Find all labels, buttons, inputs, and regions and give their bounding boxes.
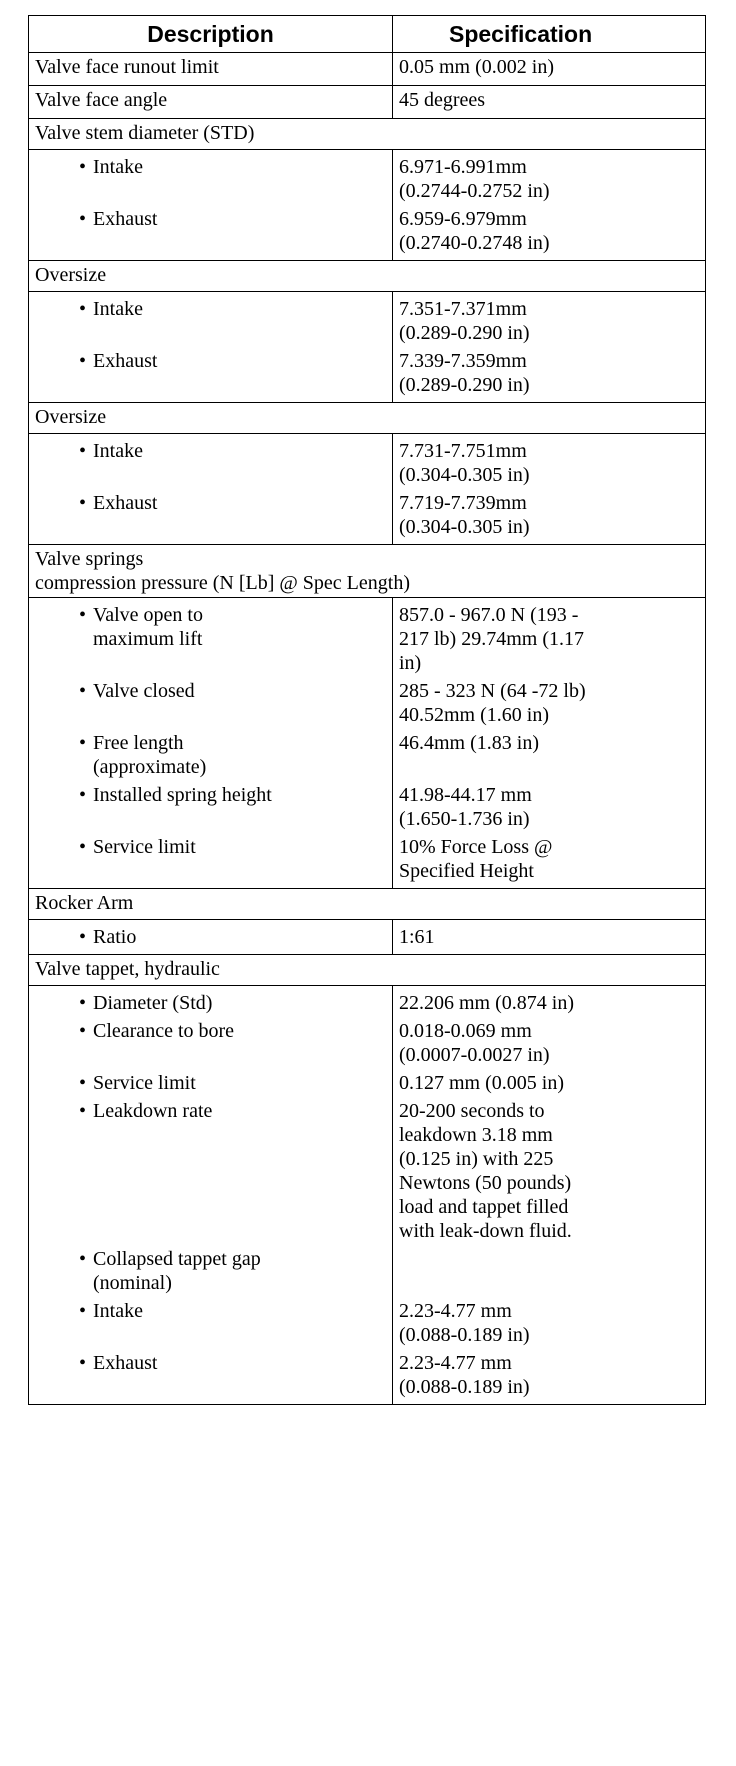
item-label-cont: (nominal): [93, 1272, 172, 1294]
item-value: 6.959-6.979mm: [399, 208, 527, 230]
item-value: 7.731-7.751mm: [399, 440, 527, 462]
item-value: 6.971-6.991mm: [399, 156, 527, 178]
table-row: [29, 1349, 706, 1405]
table-row: [29, 347, 706, 403]
item-label: • Diameter (Std): [79, 991, 384, 1015]
table-row: [29, 920, 706, 955]
section-title: Valve stem diameter (STD): [29, 119, 706, 150]
table-row: [29, 434, 706, 490]
table-row: [29, 292, 706, 348]
item-label: • Intake: [79, 297, 384, 321]
section-header: [29, 545, 706, 598]
spec-table: [28, 15, 706, 1405]
item-label: • Exhaust: [79, 349, 384, 373]
item-value: 857.0 - 967.0 N (193 -: [399, 604, 579, 626]
item-value: (0.088-0.189 in): [399, 1376, 530, 1398]
item-value: 41.98-44.17 mm: [399, 784, 532, 806]
section-title: Oversize: [29, 261, 706, 292]
section-header: [29, 119, 706, 150]
item-value: 285 - 323 N (64 -72 lb): [399, 680, 586, 702]
row-label: Valve face runout limit: [29, 53, 393, 86]
item-label-cont: maximum lift: [93, 628, 203, 650]
item-label-cont: (approximate): [93, 756, 207, 778]
table-row: [29, 1097, 706, 1245]
item-value: 7.351-7.371mm: [399, 298, 527, 320]
section-subtitle: compression pressure (N [Lb] @ Spec Length): [35, 572, 410, 594]
item-value: 0.127 mm (0.005 in): [399, 1072, 564, 1094]
item-label: • Ratio: [79, 925, 384, 949]
item-value: 10% Force Loss @: [399, 836, 553, 858]
row-label: Valve face angle: [29, 86, 393, 119]
section-title: Oversize: [29, 403, 706, 434]
item-value: (0.289-0.290 in): [399, 374, 530, 396]
table-header-row: [29, 16, 706, 53]
item-value: 7.719-7.739mm: [399, 492, 527, 514]
item-label: • Exhaust: [79, 1351, 384, 1375]
row-value: 45 degrees: [393, 86, 706, 119]
table-row: [29, 1017, 706, 1069]
item-value: (0.304-0.305 in): [399, 516, 530, 538]
table-row: [29, 677, 706, 729]
row-value: 0.05 mm (0.002 in): [393, 53, 706, 86]
item-value: (0.2740-0.2748 in): [399, 232, 550, 254]
table-row: [29, 833, 706, 889]
item-label: • Valve closed: [79, 679, 384, 703]
table-row: [29, 86, 706, 119]
item-value: 217 lb) 29.74mm (1.17: [399, 628, 584, 650]
item-value: 46.4mm (1.83 in): [399, 732, 539, 754]
item-value: (1.650-1.736 in): [399, 808, 530, 830]
table-row: [29, 1245, 706, 1297]
table-row: [29, 1069, 706, 1097]
item-value: 7.339-7.359mm: [399, 350, 527, 372]
section-header: [29, 955, 706, 986]
item-value: (0.125 in) with 225: [399, 1148, 554, 1170]
item-label: • Collapsed tappet gap: [79, 1247, 384, 1271]
table-row: [29, 205, 706, 261]
item-label: • Installed spring height: [79, 783, 384, 807]
table-row: [29, 150, 706, 206]
item-label: • Clearance to bore: [79, 1019, 384, 1043]
item-value: in): [399, 652, 422, 674]
item-value: load and tappet filled: [399, 1196, 569, 1218]
item-value: 2.23-4.77 mm: [399, 1300, 512, 1322]
item-label: • Free length: [79, 731, 384, 755]
section-title: Rocker Arm: [29, 889, 706, 920]
item-label: • Leakdown rate: [79, 1099, 384, 1123]
section-header: [29, 261, 706, 292]
item-label: • Service limit: [79, 835, 384, 859]
item-value: with leak-down fluid.: [399, 1220, 572, 1242]
item-value: 1:61: [399, 926, 435, 948]
section-header: [29, 889, 706, 920]
table-row: [29, 729, 706, 781]
section-title: Valve tappet, hydraulic: [29, 955, 706, 986]
item-value: 20-200 seconds to: [399, 1100, 545, 1122]
item-value: (0.088-0.189 in): [399, 1324, 530, 1346]
section-header: [29, 403, 706, 434]
item-value: (0.289-0.290 in): [399, 322, 530, 344]
column-header-description: Description: [29, 16, 393, 53]
item-value: (0.0007-0.0027 in): [399, 1044, 550, 1066]
item-label: • Exhaust: [79, 491, 384, 515]
item-label: • Valve open to: [79, 603, 384, 627]
column-header-specification: Specification: [393, 16, 706, 53]
table-row: [29, 53, 706, 86]
item-label: • Exhaust: [79, 207, 384, 231]
item-label: • Intake: [79, 155, 384, 179]
item-value: 2.23-4.77 mm: [399, 1352, 512, 1374]
item-value: Specified Height: [399, 860, 534, 882]
table-row: [29, 489, 706, 545]
item-value: leakdown 3.18 mm: [399, 1124, 553, 1146]
table-row: [29, 598, 706, 678]
item-value: 22.206 mm (0.874 in): [399, 992, 574, 1014]
item-label: • Intake: [79, 1299, 384, 1323]
item-value: 40.52mm (1.60 in): [399, 704, 549, 726]
item-value: (0.304-0.305 in): [399, 464, 530, 486]
table-row: [29, 986, 706, 1018]
item-value: Newtons (50 pounds): [399, 1172, 572, 1194]
item-value: 0.018-0.069 mm: [399, 1020, 532, 1042]
item-label: • Service limit: [79, 1071, 384, 1095]
item-value: (0.2744-0.2752 in): [399, 180, 550, 202]
table-row: [29, 1297, 706, 1349]
item-label: • Intake: [79, 439, 384, 463]
table-row: [29, 781, 706, 833]
section-title: Valve springs: [35, 548, 144, 570]
